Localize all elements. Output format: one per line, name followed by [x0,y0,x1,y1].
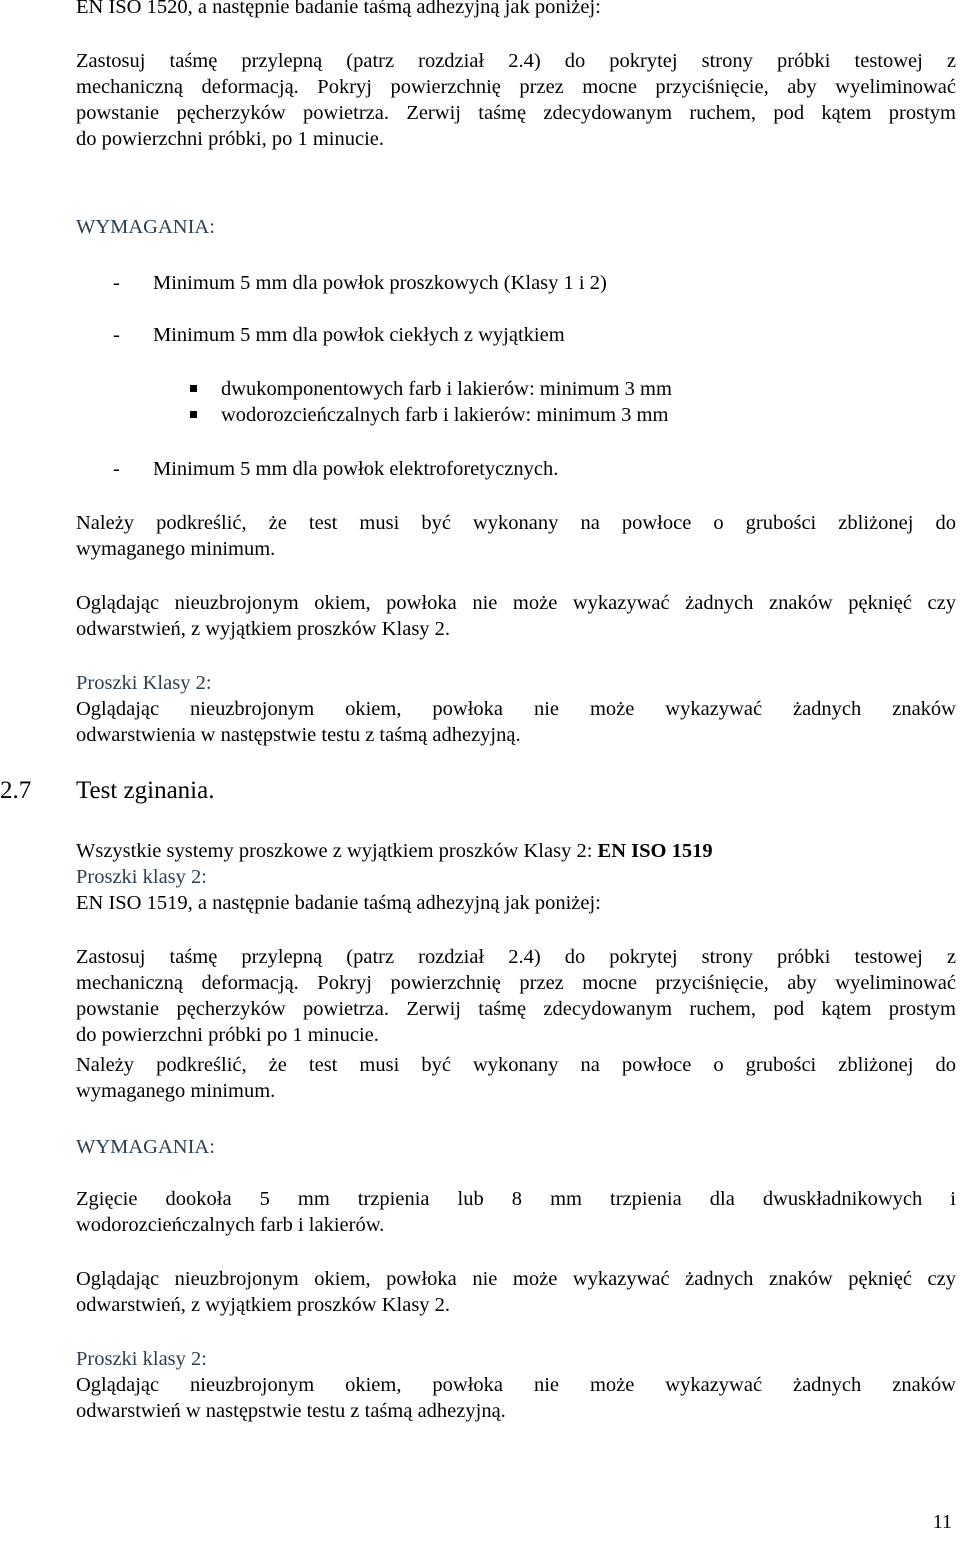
note-line: wymaganego minimum. [76,1080,276,1102]
paragraph-line: odwarstwień, z wyjątkiem proszków Klasy 2. [76,1294,451,1316]
sub-requirement-item [190,376,672,402]
paragraph-line: powstanie pęcherzyków powietrza. Zerwij taśmę zdecydowanym ruchem, pod kątem prostym [76,102,956,124]
systems-line [76,838,956,864]
sub-requirement-text: dwukomponentowych farb i lakierów: minimum 3 mm [221,378,672,400]
visual-inspection-paragraph [76,590,956,642]
note-line: Należy podkreślić, że test musi być wykonany na powłoce o grubości zbliżonej do [76,1054,956,1076]
dash-bullet: - [113,324,120,346]
note-line: Należy podkreślić, że test musi być wykonany na powłoce o grubości zbliżonej do [76,512,956,534]
page-number: 11 [932,1511,952,1533]
dash-bullet: - [113,272,120,294]
requirements-heading: WYMAGANIA: [76,1136,215,1158]
square-bullet-icon [190,411,197,418]
paragraph-line: Zgięcie dookoła 5 mm trzpienia lub 8 mm trzpienia dla dwuskładnikowych i [76,1188,956,1210]
class2-powders-paragraph [76,670,956,748]
dash-bullet: - [113,458,120,480]
paragraph-line: powstanie pęcherzyków powietrza. Zerwij taśmę zdecydowanym ruchem, pod kątem prostym [76,998,956,1020]
paragraph-line: Zastosuj taśmę przylepną (patrz rozdział 2.4) do pokrytej strony próbki testowej z [76,50,956,72]
bend-test-intro [76,838,956,916]
intro-text: EN ISO 1520, a następnie badanie taśmą adhezyjną jak poniżej: [76,0,601,18]
paragraph-line: do powierzchni próbki po 1 minucie. [76,1024,379,1046]
thickness-note [76,1052,956,1104]
visual-inspection-paragraph [76,1266,956,1318]
requirement-item: Minimum 5 mm dla powłok ciekłych z wyjątkiem [153,324,565,346]
paragraph-line: odwarstwień, z wyjątkiem proszków Klasy 2. [76,618,451,640]
note-line: wymaganego minimum. [76,538,276,560]
paragraph-line: Zastosuj taśmę przylepną (patrz rozdział 2.4) do pokrytej strony próbki testowej z [76,946,956,968]
sub-requirement-text: wodorozcieńczalnych farb i lakierów: minimum 3 mm [221,404,669,426]
paragraph-line: Oglądając nieuzbrojonym okiem, powłoka nie może wykazywać żadnych znaków [76,1374,956,1396]
thickness-note [76,510,956,562]
class2-powders-paragraph [76,1346,956,1424]
paragraph-line: Oglądając nieuzbrojonym okiem, powłoka nie może wykazywać żadnych znaków pęknięć czy [76,592,956,614]
section-number: 2.7 [0,777,32,804]
paragraph-line: Oglądając nieuzbrojonym okiem, powłoka nie może wykazywać żadnych znaków [76,698,956,720]
class2-label: Proszki Klasy 2: [76,672,212,694]
requirement-item: Minimum 5 mm dla powłok proszkowych (Klasy 1 i 2) [153,272,607,294]
paragraph-line: mechaniczną deformacją. Pokryj powierzchnię przez mocne przyciśnięcie, aby wyeliminować [76,972,956,994]
tape-instructions-paragraph [76,944,956,1048]
requirements-heading: WYMAGANIA: [76,216,215,238]
paragraph-line: Oglądając nieuzbrojonym okiem, powłoka nie może wykazywać żadnych znaków pęknięć czy [76,1268,956,1290]
square-bullet-icon [190,385,197,392]
systems-text: Wszystkie systemy proszkowe z wyjątkiem proszków Klasy 2: [76,840,598,862]
class2-label: Proszki klasy 2: [76,866,207,888]
requirement-item: Minimum 5 mm dla powłok elektroforetycznych. [153,458,559,480]
paragraph-line: mechaniczną deformacją. Pokryj powierzchnię przez mocne przyciśnięcie, aby wyeliminować [76,76,956,98]
paragraph-line: odwarstwień w następstwie testu z taśmą adhezyjną. [76,1400,506,1422]
reference-line: EN ISO 1519, a następnie badanie taśmą adhezyjną jak poniżej: [76,892,601,914]
sub-requirement-item [190,402,668,428]
paragraph-line: odwarstwienia w następstwie testu z taśmą adhezyjną. [76,724,521,746]
intro-line [76,0,956,20]
paragraph-line: wodorozcieńczalnych farb i lakierów. [76,1214,385,1236]
bend-requirement-paragraph [76,1186,956,1238]
section-title: Test zginania. [76,777,215,804]
standard-reference: EN ISO 1519 [597,840,713,862]
paragraph-line: do powierzchni próbki, po 1 minucie. [76,128,385,150]
class2-label: Proszki klasy 2: [76,1348,207,1370]
tape-instructions-paragraph [76,48,956,152]
